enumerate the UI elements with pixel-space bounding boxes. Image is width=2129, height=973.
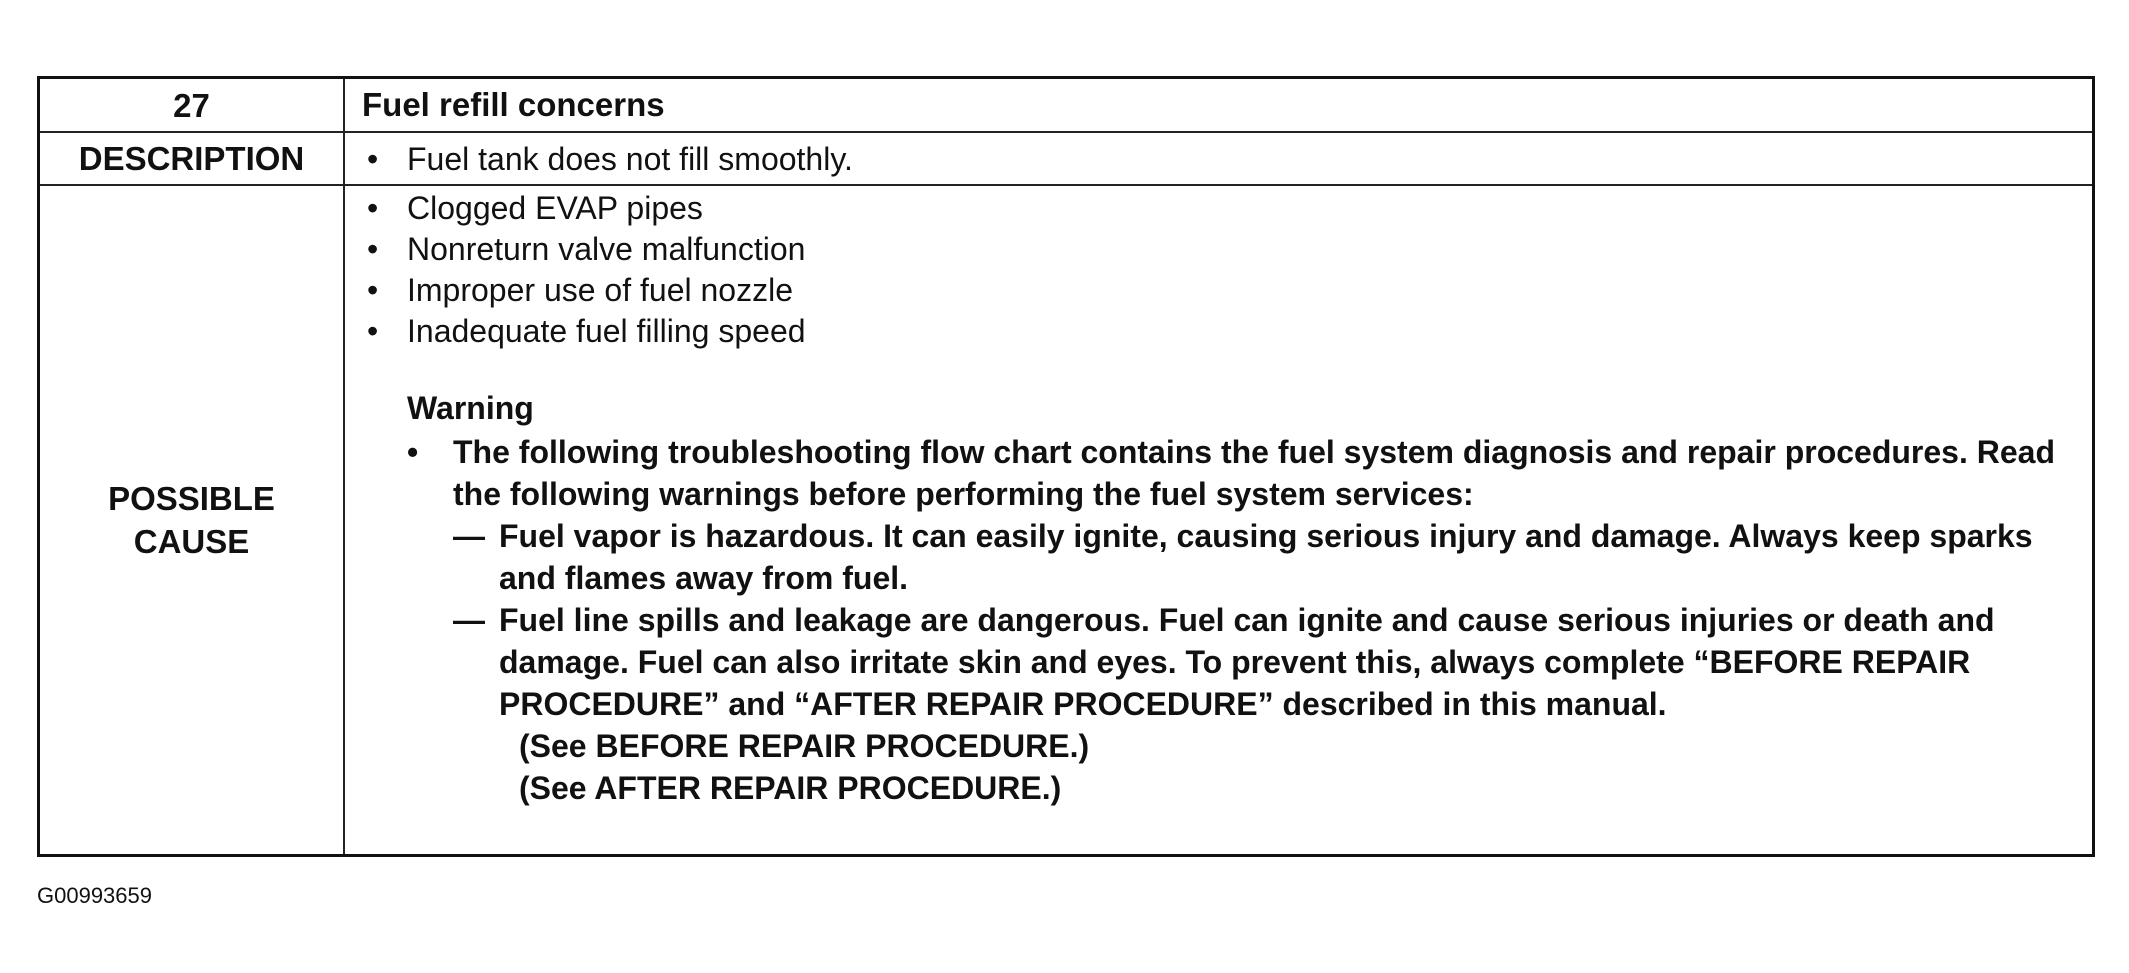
warning-body (453, 431, 2087, 809)
description-label: DESCRIPTION (40, 133, 345, 184)
warning-title: Warning (407, 390, 534, 426)
dash: — (453, 602, 485, 638)
cause-text: Improper use of fuel nozzle (407, 272, 793, 308)
dash: — (453, 518, 485, 554)
cause-list (367, 188, 806, 352)
bullet: • (367, 231, 379, 267)
warning-item (407, 431, 2087, 809)
troubleshooting-table (37, 76, 2095, 857)
bullet: • (367, 141, 379, 177)
list-item (367, 270, 806, 311)
table-title: Fuel refill concerns (362, 86, 665, 123)
item-number: 27 (40, 79, 345, 131)
possible-cause-label-line1: POSSIBLE (108, 480, 275, 517)
warning-sub-text: Fuel line spills and leakage are dangerous. Fuel can ignite and cause serious injuries or death and damage. Fuel can also irritate skin and eyes. To prevent this, always complete “BEFORE REPAIR PROCEDURE” and “AFTER REPAIR PROCEDURE” described in this manual. (499, 602, 1995, 722)
possible-cause-label (40, 186, 345, 854)
warning-text: The following troubleshooting flow chart contains the fuel system diagnosis and repair procedures. Read the following warnings before performing the fuel system services: (453, 434, 2055, 512)
description-cell (345, 133, 2092, 184)
possible-cause-row (40, 186, 2092, 854)
list-item (367, 229, 806, 270)
see-before-reference: (See BEFORE REPAIR PROCEDURE.) (519, 728, 1090, 764)
bullet: • (367, 272, 379, 308)
possible-cause-cell (345, 186, 2092, 854)
cause-text: Clogged EVAP pipes (407, 190, 703, 226)
description-item (367, 139, 853, 179)
description-row (40, 133, 2092, 186)
warning-sub-item (453, 599, 2087, 725)
list-item (367, 311, 806, 352)
warning-sub-text: Fuel vapor is hazardous. It can easily ignite, causing serious injury and damage. Always keep sparks and flames away from fuel. (499, 518, 2033, 596)
possible-cause-label-line2: CAUSE (133, 523, 250, 560)
cause-text: Inadequate fuel filling speed (407, 313, 806, 349)
header-title-cell (345, 79, 2092, 131)
cause-text: Nonreturn valve malfunction (407, 231, 806, 267)
list-item (367, 188, 806, 229)
table-header-row (40, 79, 2092, 133)
see-after-reference: (See AFTER REPAIR PROCEDURE.) (519, 770, 1062, 806)
figure-id: G00993659 (37, 883, 152, 908)
bullet: • (407, 434, 419, 470)
warning-sub-item (453, 515, 2087, 599)
description-text: Fuel tank does not fill smoothly. (407, 141, 853, 177)
warning-block (407, 387, 2087, 809)
bullet: • (367, 313, 379, 349)
bullet: • (367, 190, 379, 226)
